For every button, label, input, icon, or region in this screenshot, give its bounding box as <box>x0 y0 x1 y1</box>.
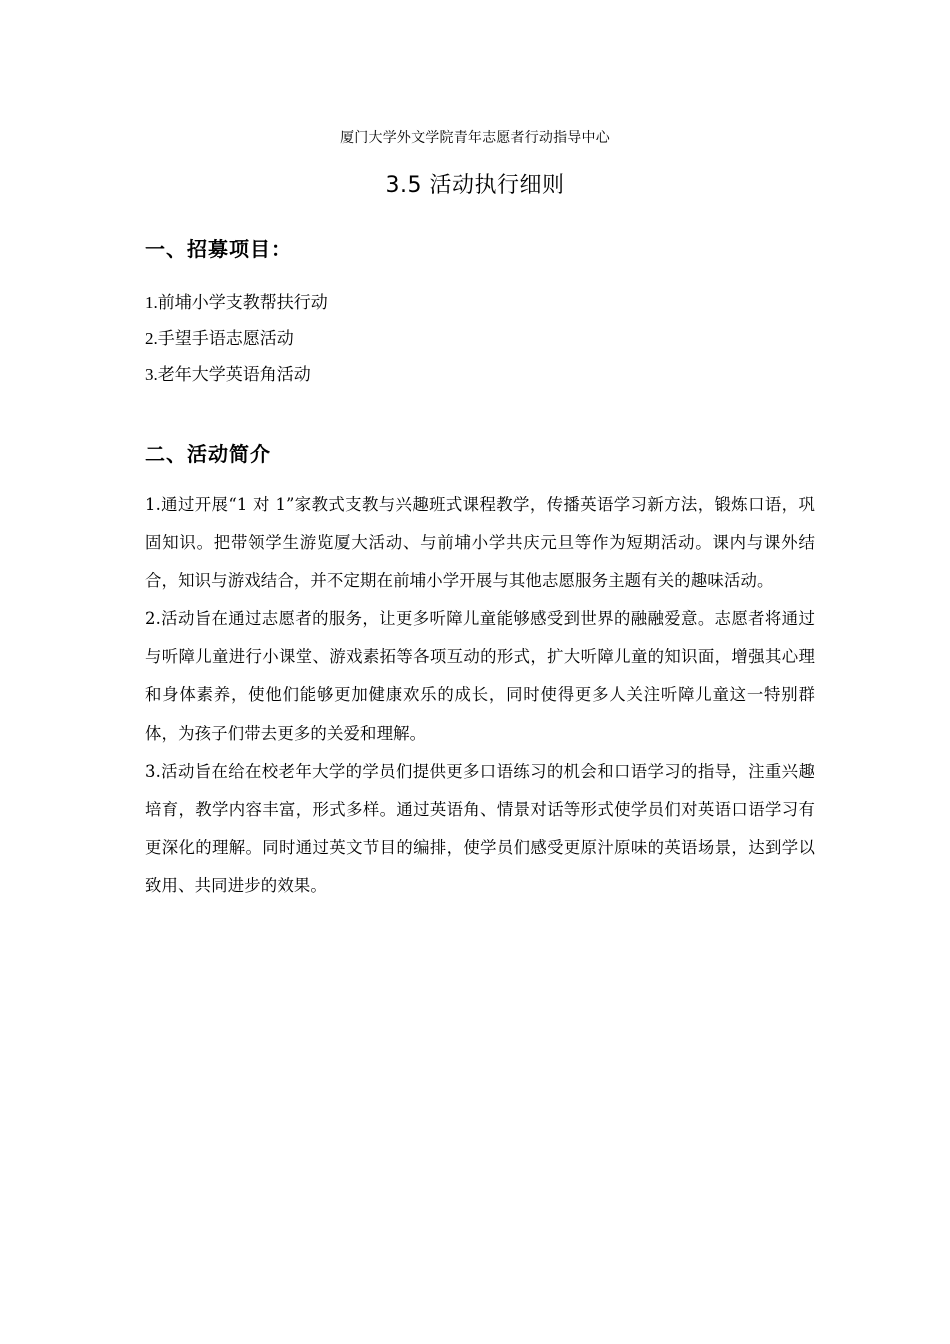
document-title: 3.5 活动执行细则 <box>385 173 565 198</box>
item-text: 前埔小学支教帮扶行动 <box>157 293 328 313</box>
intro-paragraph: 3.活动旨在给在校老年大学的学员们提供更多口语练习的机会和口语学习的指导，注重兴趣培育，教学内容丰富，形式多样。通过英语角、情景对话等形式使学员们对英语口语学习有更深化的理解。同时通过英文节目的编排，使学员们感受更原汁原味的英语场景，达到学以致用、共同进步的效果。 <box>145 761 815 895</box>
item-text: 手望手语志愿活动 <box>157 329 294 349</box>
item-number: 2. <box>145 329 158 348</box>
activity-introduction <box>145 486 815 905</box>
organization-header: 厦门大学外文学院青年志愿者行动指导中心 <box>340 130 610 146</box>
item-number: 1. <box>145 293 158 312</box>
section-heading-recruitment: 一、招募项目： <box>145 237 292 261</box>
list-item <box>145 321 328 357</box>
intro-paragraph: 1.通过开展“1 对 1”家教式支教与兴趣班式课程教学，传播英语学习新方法，锻炼口语，巩固知识。把带领学生游览厦大活动、与前埔小学共庆元旦等作为短期活动。课内与课外结合，知识与游戏结合，并不定期在前埔小学开展与其他志愿服务主题有关的趣味活动。 <box>145 495 815 591</box>
list-item <box>145 357 328 393</box>
item-number: 3. <box>145 365 158 384</box>
item-text: 老年大学英语角活动 <box>157 365 311 385</box>
section-heading-introduction: 二、活动简介 <box>145 442 271 466</box>
list-item <box>145 285 328 321</box>
recruitment-project-list <box>145 285 328 393</box>
intro-paragraph: 2.活动旨在通过志愿者的服务，让更多听障儿童能够感受到世界的融融爱意。志愿者将通过与听障儿童进行小课堂、游戏素拓等各项互动的形式，扩大听障儿童的知识面，增强其心理和身体素养，使他们能够更加健康欢乐的成长，同时使得更多人关注听障儿童这一特别群体，为孩子们带去更多的关爱和理解。 <box>145 609 815 743</box>
